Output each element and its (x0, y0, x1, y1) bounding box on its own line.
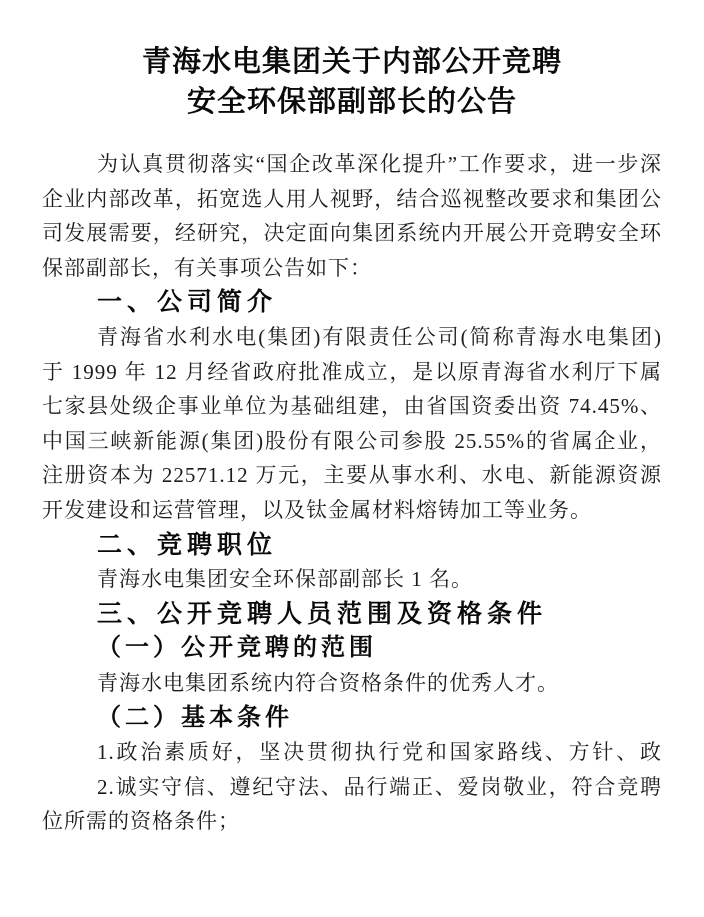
paragraph-line: 青海水电集团系统内符合资格条件的优秀人才。 (97, 670, 559, 695)
paragraph-line: 于 1999 年 12 月经省政府批准成立，是以原青海省水利厅下属 (42, 359, 662, 384)
document-title-line-1: 青海水电集团关于内部公开竞聘 (141, 46, 562, 78)
paragraph-line: 为认真贯彻落实“国企改革深化提升”工作要求，进一步深 (97, 152, 662, 176)
section-heading: 三、公开竞聘人员范围及资格条件 (97, 599, 548, 628)
paragraph-line: 中国三峡新能源(集团)股份有限公司参股 25.55%的省属企业， (42, 428, 662, 453)
paragraph-line: 1.政治素质好，坚决贯彻执行党和国家路线、方针、政 (97, 740, 662, 765)
paragraph-line: 司发展需要，经研究，决定面向集团系统内开展公开竞聘安全环 (42, 221, 662, 246)
section-heading: 一、公司简介 (97, 288, 278, 317)
sub-section-heading: （一）公开竞聘的范围 (97, 635, 377, 662)
paragraph-line: 2.诚实守信、遵纪守法、品行端正、爱岗敬业，符合竞聘 (97, 774, 662, 799)
paragraph-line: 位所需的资格条件； (42, 809, 240, 834)
paragraph-line: 开发建设和运营管理，以及钛金属材料熔铸加工等业务。 (42, 497, 592, 522)
paragraph-line: 七家县处级企事业单位为基础组建，由省国资委出资 74.45%、 (42, 394, 662, 419)
paragraph-line: 青海水电集团安全环保部副部长 1 名。 (97, 567, 473, 592)
section-heading: 二、竞聘职位 (97, 530, 278, 559)
document-title-line-2: 安全环保部副部长的公告 (186, 86, 517, 118)
paragraph-line: 保部副部长，有关事项公告如下： (42, 255, 372, 280)
paragraph-line: 企业内部改革，拓宽选人用人视野，结合巡视整改要求和集团公 (42, 186, 662, 211)
sub-section-heading: （二）基本条件 (97, 704, 293, 731)
document-title (42, 42, 662, 122)
paragraph-line: 青海省水利水电(集团)有限责任公司(简称青海水电集团) (97, 324, 662, 349)
paragraph-line: 注册资本为 22571.12 万元，主要从事水利、水电、新能源资源 (42, 463, 662, 488)
document-content (42, 147, 662, 839)
